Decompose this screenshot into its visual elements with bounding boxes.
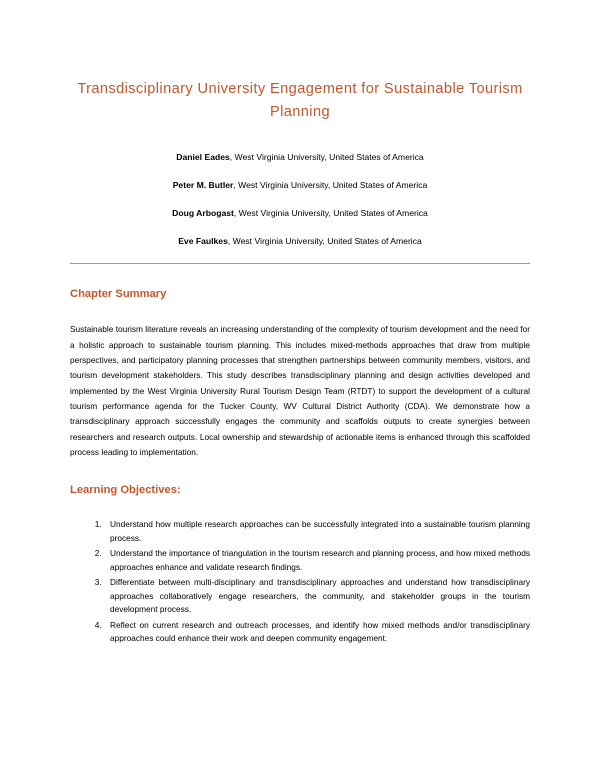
author-entry	[70, 207, 530, 219]
learning-objectives-list	[70, 518, 530, 645]
author-affiliation: , West Virginia University, United States of America	[227, 236, 422, 247]
list-item: 4. Reflect on current research and outreach processes, and identify how mixed methods and/or transdisciplinary approaches could enhance their work and deepen community engagement.	[104, 619, 530, 646]
list-item: 2. Understand the importance of triangulation in the tourism research and planning process, and how mixed methods approaches enhance and validate research findings.	[104, 547, 530, 574]
author-name: Daniel Eades	[176, 152, 230, 163]
author-list	[70, 151, 530, 247]
list-item: 1. Understand how multiple research approaches can be successfully integrated into a sustainable tourism planning process.	[104, 518, 530, 545]
horizontal-rule	[70, 263, 530, 264]
author-affiliation: , West Virginia University, United States of America	[233, 180, 428, 191]
author-entry	[70, 179, 530, 191]
author-entry	[70, 235, 530, 247]
page-title: Transdisciplinary University Engagement for Sustainable Tourism Planning	[77, 81, 523, 120]
author-name: Peter M. Butler	[172, 180, 234, 191]
chapter-summary-text: Sustainable tourism literature reveals an increasing understanding of the complexity of tourism development and the need for a holistic approach to sustainable tourism planning. This includes mixed-methods approaches that draw from multiple perspectives, and participatory planning processes that strengthen partnerships between community members, visitors, and tourism development stakeholders. This study describes transdisciplinary planning and design activities developed and implemented by the West Virginia University Rural Tourism Design Team (RTDT) to support the development of a cultural tourism performance agenda for the Tucker County, WV Cultural District Authority (CDA). We demonstrate how a transdisciplinary approach successfully engages the community and scaffolds outputs to create synergies between researchers and research outputs. Local ownership and stewardship of actionable items is enhanced through this scaffolded process leading to implementation.	[70, 324, 530, 458]
author-affiliation: , West Virginia University, United States of America	[233, 208, 428, 219]
author-name: Eve Faulkes	[178, 236, 228, 247]
list-item: 3. Differentiate between multi-disciplinary and transdisciplinary approaches and understand how transdisciplinary approaches collaboratively engage researchers, the community, and stakeholder groups in the tourism development process.	[104, 576, 530, 616]
author-name: Doug Arbogast	[172, 208, 234, 219]
author-affiliation: , West Virginia University, United States of America	[229, 152, 424, 163]
author-entry	[70, 151, 530, 163]
learning-objectives-heading: Learning Objectives:	[70, 484, 181, 497]
chapter-summary-heading: Chapter Summary	[70, 288, 167, 301]
